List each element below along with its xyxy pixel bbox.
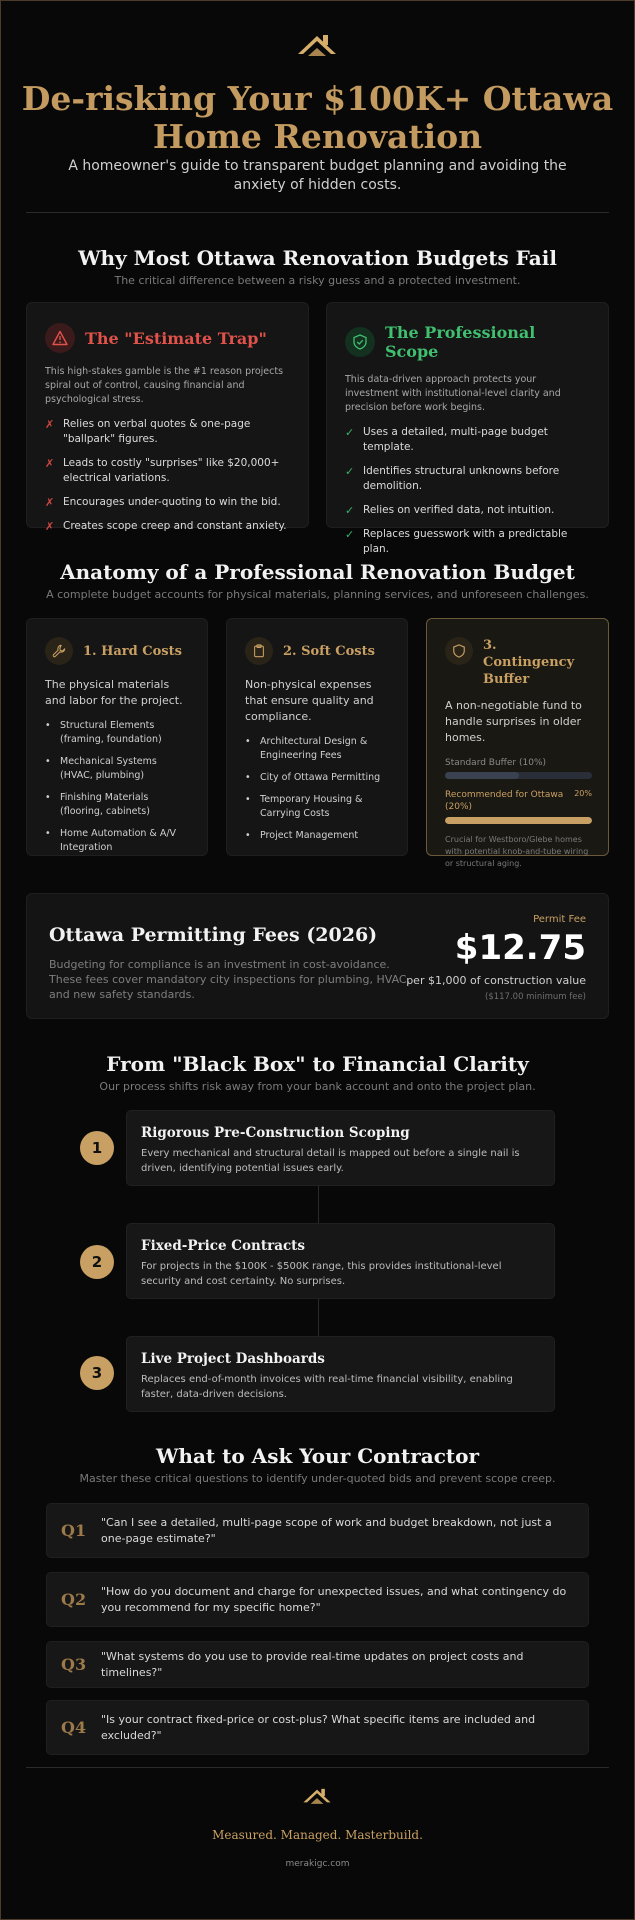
hard-costs-card [26,618,208,856]
estimate-trap-list [27,411,308,534]
x-mark-icon: ✗ [45,418,55,431]
step-connector [318,1185,319,1225]
footer-website: merakigc.com [285,1859,350,1869]
soft-costs-title: 2. Soft Costs [283,643,375,659]
hard-costs-list [27,713,207,855]
recommended-buffer-label: Recommended for Ottawa (20%) 20% [445,789,592,812]
step-card [126,1336,555,1412]
list-item: ✗ Relies on verbal quotes & one-page "ballpark" figures. [45,418,251,445]
check-mark-icon: ✓ [345,426,355,439]
step-title: Rigorous Pre-Construction Scoping [141,1125,410,1141]
section-subtitle-anatomy: A complete budget accounts for physical materials, planning services, and unforeseen challenges. [46,588,589,601]
permit-minimum-fee: ($117.00 minimum fee) [485,992,586,1002]
list-item: • Finishing Materials (flooring, cabinets) [45,792,150,817]
page-subtitle: A homeowner's guide to transparent budget planning and avoiding the anxiety of hidden costs. [68,158,567,193]
footer-tagline: Measured. Managed. Masterbuild. [212,1828,423,1842]
step-number: 1 [80,1131,114,1165]
step-description: For projects in the $100K - $500K range, this provides institutional-level security and cost certainty. No surprises. [141,1261,502,1287]
step-description: Every mechanical and structural detail is mapped out before a single nail is driven, identifying potential issues early. [141,1148,520,1174]
standard-buffer-label: Standard Buffer (10%) [445,758,547,768]
step-title: Fixed-Price Contracts [141,1238,306,1254]
list-item: ✗ Creates scope creep and constant anxiety. [45,520,287,533]
section-title-anatomy: Anatomy of a Professional Renovation Budget [60,560,575,584]
standard-buffer-fill [445,772,519,779]
list-item: ✗ Encourages under-quoting to win the bid. [45,496,281,509]
divider [26,212,609,213]
recommended-buffer-bar [445,817,592,824]
list-item: • Structural Elements (framing, foundation) [45,720,162,745]
list-item: ✓ Identifies structural unknowns before demolition. [345,465,560,492]
estimate-trap-card [26,302,309,533]
warning-triangle-icon [45,323,75,353]
list-item: ✓ Uses a detailed, multi-page budget template. [345,426,548,453]
house-roof-icon [302,1785,332,1807]
step-number: 2 [80,1245,114,1279]
estimate-trap-description: This high-stakes gamble is the #1 reason projects spiral out of control, causing financial and psychological stress. [45,366,284,405]
question-card [46,1572,589,1627]
list-item: ✓ Relies on verified data, not intuition. [345,504,555,517]
list-item: • Home Automation & A/V Integration [45,828,177,853]
list-item: • Temporary Housing & Carrying Costs [245,794,363,819]
permit-fee-amount: $12.75 [454,928,586,968]
wrench-icon [45,637,73,665]
question-card [46,1641,589,1688]
recommended-buffer-fill [445,817,592,824]
permit-title: Ottawa Permitting Fees (2026) [49,924,378,946]
contingency-title: 3. Contingency Buffer [483,638,575,687]
professional-scope-card [326,302,609,555]
list-item: ✗ Leads to costly "surprises" like $20,000+ electrical variations. [45,457,280,484]
question-number: Q1 [61,1521,87,1540]
question-card [46,1700,589,1755]
clipboard-icon [245,637,273,665]
question-text: "Can I see a detailed, multi-page scope of work and budget breakdown, not just a one-page estimate?" [101,1515,552,1545]
list-item: ✓ Replaces guesswork with a predictable plan. [345,528,568,555]
shield-check-icon [345,327,375,357]
section-subtitle-why-fail: The critical difference between a risky guess and a protected investment. [114,274,521,287]
check-mark-icon: ✓ [345,528,355,541]
step-card [126,1223,555,1299]
step-description: Replaces end-of-month invoices with real-time financial visibility, enabling faster, data-driven decisions. [141,1374,513,1400]
x-mark-icon: ✗ [45,496,55,509]
permit-fee-label: Permit Fee [533,914,586,925]
list-item: • Project Management [245,830,359,841]
step-connector [318,1298,319,1338]
check-mark-icon: ✓ [345,465,355,478]
step-card [126,1110,555,1186]
professional-scope-description: This data-driven approach protects your investment with institutional-level clarity and precision before work begins. [345,374,561,413]
section-title-why-fail: Why Most Ottawa Renovation Budgets Fail [78,246,557,270]
soft-costs-description: Non-physical expenses that ensure quality and compliance. [245,678,374,723]
hard-costs-title: 1. Hard Costs [83,643,182,659]
contingency-note: Crucial for Westboro/Glebe homes with potential knob-and-tube wiring or structural aging. [445,835,589,868]
question-number: Q3 [61,1655,87,1674]
list-item: • Mechanical Systems (HVAC, plumbing) [45,756,157,781]
section-subtitle-clarity: Our process shifts risk away from your bank account and onto the project plan. [99,1080,536,1093]
step-title: Live Project Dashboards [141,1351,325,1367]
contingency-buffer-card [426,618,609,868]
question-card [46,1503,589,1558]
standard-buffer-bar [445,772,592,779]
contingency-description: A non-negotiable fund to handle surprises in older homes. [445,699,582,744]
soft-costs-list [227,729,407,843]
question-text: "How do you document and charge for unexpected issues, and what contingency do you recommend for my specific home?" [101,1584,567,1614]
professional-scope-title: The Professional Scope [385,323,536,361]
x-mark-icon: ✗ [45,520,55,533]
question-text: "What systems do you use to provide real-time updates on project costs and timelines?" [101,1649,524,1679]
divider [26,1767,609,1768]
section-subtitle-questions: Master these critical questions to identify under-quoted bids and prevent scope creep. [79,1472,556,1485]
list-item: • City of Ottawa Permitting [245,772,381,783]
house-roof-icon [296,30,338,60]
permit-description: Budgeting for compliance is an investment in cost-avoidance. These fees cover mandatory city inspections for plumbing, HVAC, and new safety standards. [49,958,411,1001]
professional-scope-list [327,419,608,557]
shield-icon [445,637,473,665]
question-text: "Is your contract fixed-price or cost-plus? What specific items are included and excluded?" [101,1712,536,1742]
section-title-clarity: From "Black Box" to Financial Clarity [106,1052,529,1076]
question-number: Q2 [61,1590,87,1609]
permit-fee-per: per $1,000 of construction value [406,974,586,987]
estimate-trap-title: The "Estimate Trap" [85,328,267,348]
question-number: Q4 [61,1718,87,1737]
x-mark-icon: ✗ [45,457,55,470]
section-title-questions: What to Ask Your Contractor [155,1444,480,1468]
page-title: De-risking Your $100K+ Ottawa Home Renovation [21,79,614,156]
soft-costs-card [226,618,408,856]
check-mark-icon: ✓ [345,504,355,517]
permit-fees-panel [26,893,609,1019]
hard-costs-description: The physical materials and labor for the project. [45,678,183,707]
step-number: 3 [80,1356,114,1390]
list-item: • Architectural Design & Engineering Fees [245,736,368,761]
